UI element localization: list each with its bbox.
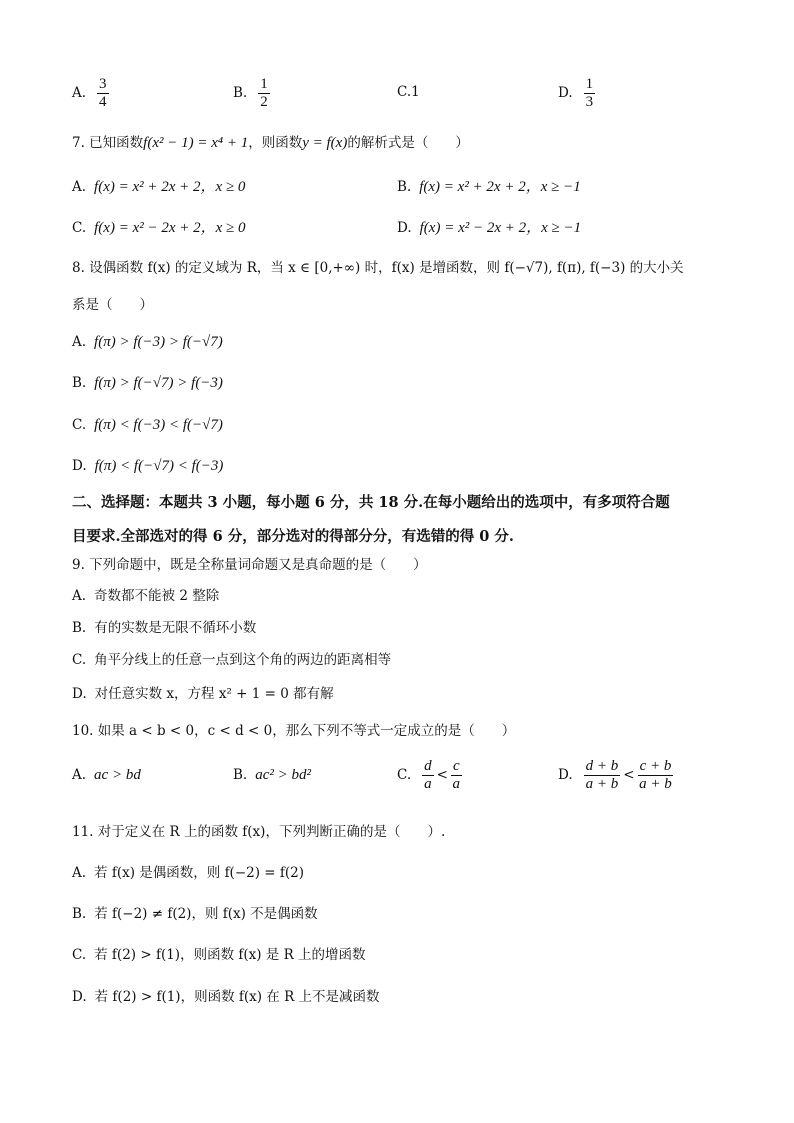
q10-option-d [558,758,676,793]
numerator: 1 [585,76,594,92]
formula: f(π) < f(−3) < f(−√7) [94,417,223,433]
q7-option-b [397,175,581,196]
option-text: 若 f(2) > f(1)，则函数 f(x) 是 R 上的增函数 [94,947,366,963]
option-label: A. [72,179,87,195]
denominator: a + b [585,776,619,792]
denominator: 2 [260,94,268,110]
numerator: c [452,758,460,774]
formula: f(x) = x² + 2x + 2，x ≥ 0 [94,179,246,195]
fraction [451,758,462,793]
q8-stem-line1: 8. 设偶函数 f(x) 的定义域为 R，当 x ∈ [0,+∞) 时，f(x) 是增函数，则 f(−√7), f(π), f(−3) 的大小关 [72,260,684,276]
option-label: D. [558,767,573,783]
q7-option-c [72,216,246,237]
q10-option-c [397,758,465,793]
q9-stem: 9. 下列命题中，既是全称量词命题又是真命题的是（ ） [72,557,427,573]
option-label: B. [72,620,87,636]
option-label: A. [72,334,87,350]
formula: f(x) = x² − 2x + 2，x ≥ 0 [94,220,246,236]
option-text: 若 f(2) > f(1)，则函数 f(x) 在 R 上不是减函数 [94,989,380,1005]
option-label: A. [72,865,87,881]
fraction [422,758,434,793]
q8-option-c [72,415,223,435]
q9-option-d [72,684,334,704]
q6-option-a [72,76,112,111]
option-label: D. [72,989,87,1005]
q6-option-b [233,76,273,111]
fraction [97,76,109,111]
q7-option-a [72,175,245,196]
numerator: d + b [585,758,619,774]
numerator: 3 [99,76,107,92]
q7-option-d [397,216,581,237]
q11-option-a [72,863,304,883]
q9-option-a [72,586,219,606]
q11-option-c [72,945,366,965]
relation: < [623,767,635,783]
formula: f(x) = x² − 2x + 2，x ≥ −1 [419,220,582,236]
option-label: B. [233,85,248,101]
q11-stem: 11. 对于定义在 R 上的函数 f(x)，下列判断正确的是（ ）. [72,824,446,840]
formula: f(x) = x² + 2x + 2，x ≥ −1 [419,179,581,195]
formula: ac > bd [94,767,141,783]
q9-option-c [72,650,391,670]
q6-option-d [558,76,598,111]
option-label: A. [72,767,87,783]
option-label: A. [72,85,87,101]
option-label: B. [72,906,87,922]
numerator: c + b [639,758,672,774]
section2-heading-line1: 二、选择题：本题共 3 小题，每小题 6 分，共 18 分.在每小题给出的选项中，有多项符合题 [72,494,670,511]
fraction [584,76,596,111]
denominator: a [452,776,461,792]
q10-option-a [72,767,141,784]
option-text: 若 f(−2) ≠ f(2)，则 f(x) 不是偶函数 [94,906,318,922]
denominator: 4 [99,94,107,110]
option-label: C. [72,947,87,963]
option-label: D. [558,85,573,101]
formula: f(x² − 1) = x⁴ + 1 [143,135,249,151]
q11-option-b [72,904,318,924]
numerator: 1 [260,76,268,92]
option-label: A. [72,588,87,604]
option-text: 若 f(x) 是偶函数，则 f(−2) = f(2) [94,865,305,881]
q8-option-a [72,332,223,352]
fraction [584,758,621,793]
q7-stem [72,133,469,153]
text: ，则函数 [248,135,303,151]
q8-option-b [72,373,223,393]
option-label: D. [72,458,87,474]
fraction [638,758,674,793]
q10-option-b [233,767,311,784]
text: 的解析式是（ ） [347,135,469,151]
formula: f(π) > f(−3) > f(−√7) [94,334,223,350]
q6-option-c [397,84,420,100]
option-label: C. [72,652,87,668]
option-label: C. [72,417,87,433]
option-label: C. [397,84,412,100]
option-label: C. [397,767,412,783]
option-label: B. [72,375,87,391]
relation: < [436,767,448,783]
section2-heading-line2: 目要求.全部选对的得 6 分，部分选对的得部分分，有选错的得 0 分. [72,528,514,545]
q8-option-d [72,456,223,476]
option-text: 有的实数是无限不循环小数 [94,620,257,636]
text: 7. 已知函数 [72,135,144,151]
option-label: B. [233,767,248,783]
formula: f(π) > f(−√7) > f(−3) [94,375,223,391]
option-label: B. [397,179,412,195]
q8-stem-line2: 系是（ ） [72,297,153,313]
denominator: a [424,776,432,792]
option-text: 奇数都不能被 2 整除 [94,588,220,604]
q10-stem: 10. 如果 a < b < 0，c < d < 0，那么下列不等式一定成立的是（ ） [72,723,516,739]
numerator: d [424,758,432,774]
denominator: 3 [585,94,594,110]
q11-option-d [72,987,380,1007]
denominator: a + b [639,776,672,792]
option-text: 角平分线上的任意一点到这个角的两边的距离相等 [94,652,392,668]
formula: ac² > bd² [255,767,311,783]
option-text: 对任意实数 x，方程 x² + 1 = 0 都有解 [94,686,334,702]
formula: y = f(x) [302,135,348,151]
fraction [258,76,270,111]
option-label: D. [397,220,412,236]
option-label: D. [72,686,87,702]
option-text: 1 [411,84,420,100]
option-label: C. [72,220,87,236]
q9-option-b [72,618,256,638]
formula: f(π) < f(−√7) < f(−3) [94,458,224,474]
